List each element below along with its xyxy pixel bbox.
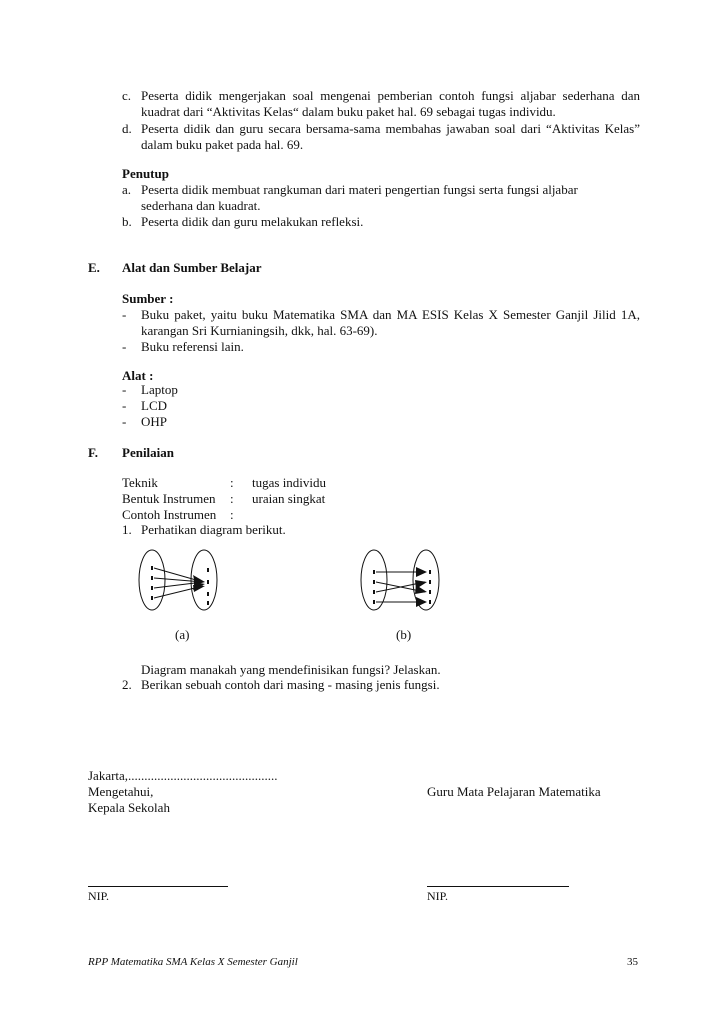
penutup-heading: Penutup xyxy=(122,166,169,181)
alat-heading: Alat : xyxy=(122,368,154,383)
sumber-1-line1: Buku paket, yaitu buku Matematika SMA dan MA ESIS Kelas X Semester Ganjil Jilid 1A, xyxy=(141,307,640,322)
sumber-heading: Sumber : xyxy=(122,291,174,306)
section-e-title: Alat dan Sumber Belajar xyxy=(122,260,262,275)
alat-2-marker: - xyxy=(122,398,127,413)
penutup-a-line1: Peserta didik membuat rangkuman dari materi pengertian fungsi serta fungsi aljabar xyxy=(141,182,578,197)
field-teknik-label: Teknik xyxy=(122,475,158,490)
field-bentuk-value: uraian singkat xyxy=(252,491,326,506)
signature-line-right xyxy=(427,886,569,887)
item-d-line1: Peserta didik dan guru secara bersama-sama membahas jawaban soal dari “Aktivitas Kelas” xyxy=(141,121,640,136)
section-f-letter: F. xyxy=(88,445,98,460)
sumber-2-line1: Buku referensi lain. xyxy=(141,339,244,354)
penutup-b-marker: b. xyxy=(122,214,132,229)
sumber-1-line2: karangan Sri Kurnianingsih, dkk, hal. 63-69). xyxy=(141,323,378,338)
penutup-a-line2: sederhana dan kuadrat. xyxy=(141,198,261,213)
domain-points-b xyxy=(373,570,375,604)
mengetahui: Mengetahui, xyxy=(88,784,154,799)
alat-1-text: Laptop xyxy=(141,382,178,397)
section-f-title: Penilaian xyxy=(122,445,175,460)
arrowheads-a xyxy=(193,575,205,592)
page-number: 35 xyxy=(627,956,638,968)
sumber-1-marker: - xyxy=(122,307,127,322)
field-teknik-value: tugas individu xyxy=(252,475,327,490)
mapping-diagram-a xyxy=(135,548,225,628)
nip-left: NIP. xyxy=(88,889,110,903)
nip-right: NIP. xyxy=(427,889,449,903)
item-d-marker: d. xyxy=(122,121,132,136)
q1-number: 1. xyxy=(122,522,132,537)
q2-number: 2. xyxy=(122,677,132,692)
guru-mapel: Guru Mata Pelajaran Matematika xyxy=(427,784,601,799)
mapping-diagram-b xyxy=(357,548,447,628)
penutup-b-line1: Peserta didik dan guru melakukan refleksi. xyxy=(141,214,364,229)
q1-text: Perhatikan diagram berikut. xyxy=(141,522,286,537)
arrowheads-b xyxy=(415,567,427,607)
footer-title: RPP Matematika SMA Kelas X Semester Ganjil xyxy=(88,956,298,968)
domain-points-a xyxy=(151,566,153,600)
section-e-letter: E. xyxy=(88,260,100,275)
item-d-line2: dalam buku paket pada hal. 69. xyxy=(141,137,304,152)
sumber-2-marker: - xyxy=(122,339,127,354)
item-c-marker: c. xyxy=(122,88,132,103)
item-c-line2: kuadrat dari “Aktivitas Kelas“ dalam buku paket hal. 69 sebagai tugas individu. xyxy=(141,104,556,119)
field-bentuk-label: Bentuk Instrumen xyxy=(122,491,216,506)
item-c-line1: Peserta didik mengerjakan soal mengenai pemberian contoh fungsi aljabar sederhana dan xyxy=(141,88,640,103)
place-date: Jakarta,.............................................. xyxy=(88,768,278,783)
diagram-b-label: (b) xyxy=(396,627,412,642)
field-bentuk-colon: : xyxy=(230,491,234,506)
field-contoh-colon: : xyxy=(230,507,234,522)
field-teknik-colon: : xyxy=(230,475,234,490)
codomain-points-a xyxy=(207,568,209,605)
alat-3-text: OHP xyxy=(141,414,168,429)
diagram-a-label: (a) xyxy=(175,627,190,642)
alat-2-text: LCD xyxy=(141,398,167,413)
alat-1-marker: - xyxy=(122,382,127,397)
penutup-a-marker: a. xyxy=(122,182,132,197)
codomain-points-b xyxy=(429,570,431,604)
kepala-sekolah: Kepala Sekolah xyxy=(88,800,170,815)
field-contoh-label: Contoh Instrumen xyxy=(122,507,217,522)
alat-3-marker: - xyxy=(122,414,127,429)
signature-line-left xyxy=(88,886,228,887)
q2-text: Berikan sebuah contoh dari masing - masing jenis fungsi. xyxy=(141,677,440,692)
q1-followup: Diagram manakah yang mendefinisikan fungsi? Jelaskan. xyxy=(141,662,441,677)
